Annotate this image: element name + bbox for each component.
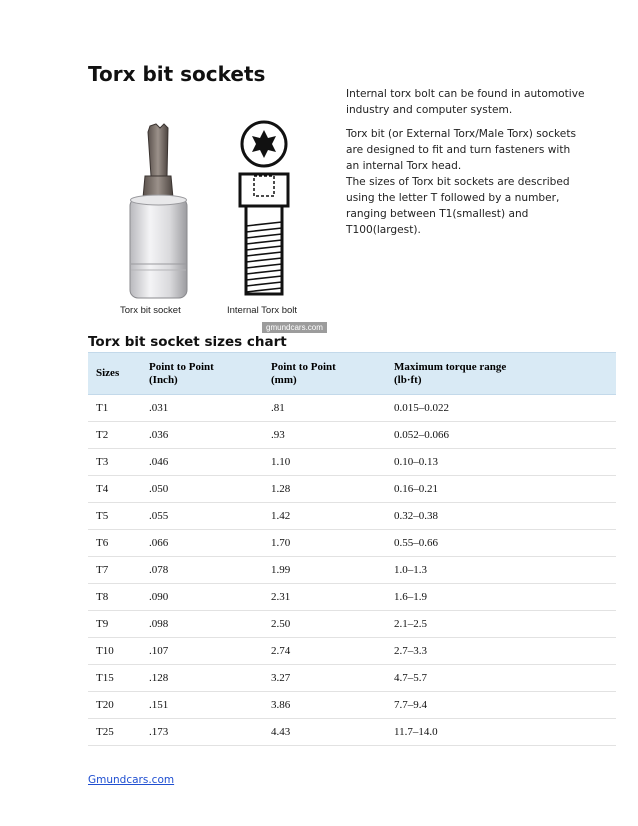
mm-cell: 1.28 <box>263 476 386 503</box>
size-cell: T6 <box>88 530 141 557</box>
inch-cell: .173 <box>141 719 263 746</box>
mm-cell: 2.31 <box>263 584 386 611</box>
inch-cell: .046 <box>141 449 263 476</box>
mm-cell: 4.43 <box>263 719 386 746</box>
size-cell: T25 <box>88 719 141 746</box>
table-row <box>88 692 616 719</box>
size-cell: T9 <box>88 611 141 638</box>
torque-cell: 11.7–14.0 <box>386 719 616 746</box>
size-cell: T2 <box>88 422 141 449</box>
table-row <box>88 422 616 449</box>
torque-cell: 1.0–1.3 <box>386 557 616 584</box>
mm-cell: 1.70 <box>263 530 386 557</box>
inch-cell: .128 <box>141 665 263 692</box>
mm-cell: .81 <box>263 395 386 422</box>
point-to-point-inch-header: Point to Point (Inch) <box>141 353 263 395</box>
max-torque-header: Maximum torque range (lb·ft) <box>386 353 616 395</box>
inch-cell: .098 <box>141 611 263 638</box>
table-body <box>88 395 616 746</box>
mm-cell: 2.50 <box>263 611 386 638</box>
torque-cell: 0.052–0.066 <box>386 422 616 449</box>
inch-cell: .055 <box>141 503 263 530</box>
torx-bit-socket-icon <box>130 124 187 298</box>
size-cell: T1 <box>88 395 141 422</box>
torque-cell: 2.1–2.5 <box>386 611 616 638</box>
table-row <box>88 665 616 692</box>
inch-cell: .151 <box>141 692 263 719</box>
inch-cell: .066 <box>141 530 263 557</box>
mm-cell: 1.42 <box>263 503 386 530</box>
intro-paragraph-2 <box>346 126 586 238</box>
intro-paragraph-1: Internal torx bolt can be found in automotive industry and computer system. <box>346 88 585 116</box>
chart-title: Torx bit socket sizes chart <box>88 334 287 350</box>
size-cell: T4 <box>88 476 141 503</box>
table-row <box>88 611 616 638</box>
inch-cell: .090 <box>141 584 263 611</box>
torx-socket-and-bolt-drawing <box>112 118 344 308</box>
torque-cell: 4.7–5.7 <box>386 665 616 692</box>
gmundcars-link[interactable]: Gmundcars.com <box>88 774 175 786</box>
mm-cell: 1.10 <box>263 449 386 476</box>
table-row <box>88 395 616 422</box>
torque-cell: 1.6–1.9 <box>386 584 616 611</box>
torque-cell: 0.55–0.66 <box>386 530 616 557</box>
socket-caption: Torx bit socket <box>120 305 181 316</box>
inch-cell: .031 <box>141 395 263 422</box>
point-to-point-mm-header: Point to Point (mm) <box>263 353 386 395</box>
table-row <box>88 530 616 557</box>
inch-cell: .036 <box>141 422 263 449</box>
table-row <box>88 449 616 476</box>
torx-sizes-table <box>88 352 616 746</box>
inch-cell: .050 <box>141 476 263 503</box>
mm-cell: 3.86 <box>263 692 386 719</box>
table-row <box>88 719 616 746</box>
size-cell: T7 <box>88 557 141 584</box>
size-cell: T20 <box>88 692 141 719</box>
sizes-header: Sizes <box>88 353 141 395</box>
size-cell: T3 <box>88 449 141 476</box>
size-cell: T15 <box>88 665 141 692</box>
torque-cell: 7.7–9.4 <box>386 692 616 719</box>
bolt-caption: Internal Torx bolt <box>227 305 298 316</box>
torque-cell: 2.7–3.3 <box>386 638 616 665</box>
size-cell: T10 <box>88 638 141 665</box>
torque-cell: 0.015–0.022 <box>386 395 616 422</box>
internal-torx-bolt-icon <box>240 122 288 294</box>
size-cell: T5 <box>88 503 141 530</box>
size-cell: T8 <box>88 584 141 611</box>
mm-cell: 3.27 <box>263 665 386 692</box>
inch-cell: .078 <box>141 557 263 584</box>
page-title: Torx bit sockets <box>88 62 266 86</box>
torque-cell: 0.10–0.13 <box>386 449 616 476</box>
mm-cell: .93 <box>263 422 386 449</box>
torque-cell: 0.16–0.21 <box>386 476 616 503</box>
torque-cell: 0.32–0.38 <box>386 503 616 530</box>
mm-cell: 2.74 <box>263 638 386 665</box>
intro-sentence-2: Torx bit (or External Torx/Male Torx) sockets are designed to fit and turn fasteners with an internal Torx head. <box>346 128 576 172</box>
table-row <box>88 476 616 503</box>
image-watermark: gmundcars.com <box>262 322 327 333</box>
table-row <box>88 503 616 530</box>
table-header-row <box>88 353 616 395</box>
inch-cell: .107 <box>141 638 263 665</box>
table-row <box>88 638 616 665</box>
intro-text <box>346 86 586 246</box>
intro-sentence-3: The sizes of Torx bit sockets are described using the letter T followed by a number, ranging between T1(smallest) and T100(largest). <box>346 176 570 236</box>
torx-illustration <box>112 118 344 334</box>
table-row <box>88 557 616 584</box>
mm-cell: 1.99 <box>263 557 386 584</box>
table-row <box>88 584 616 611</box>
